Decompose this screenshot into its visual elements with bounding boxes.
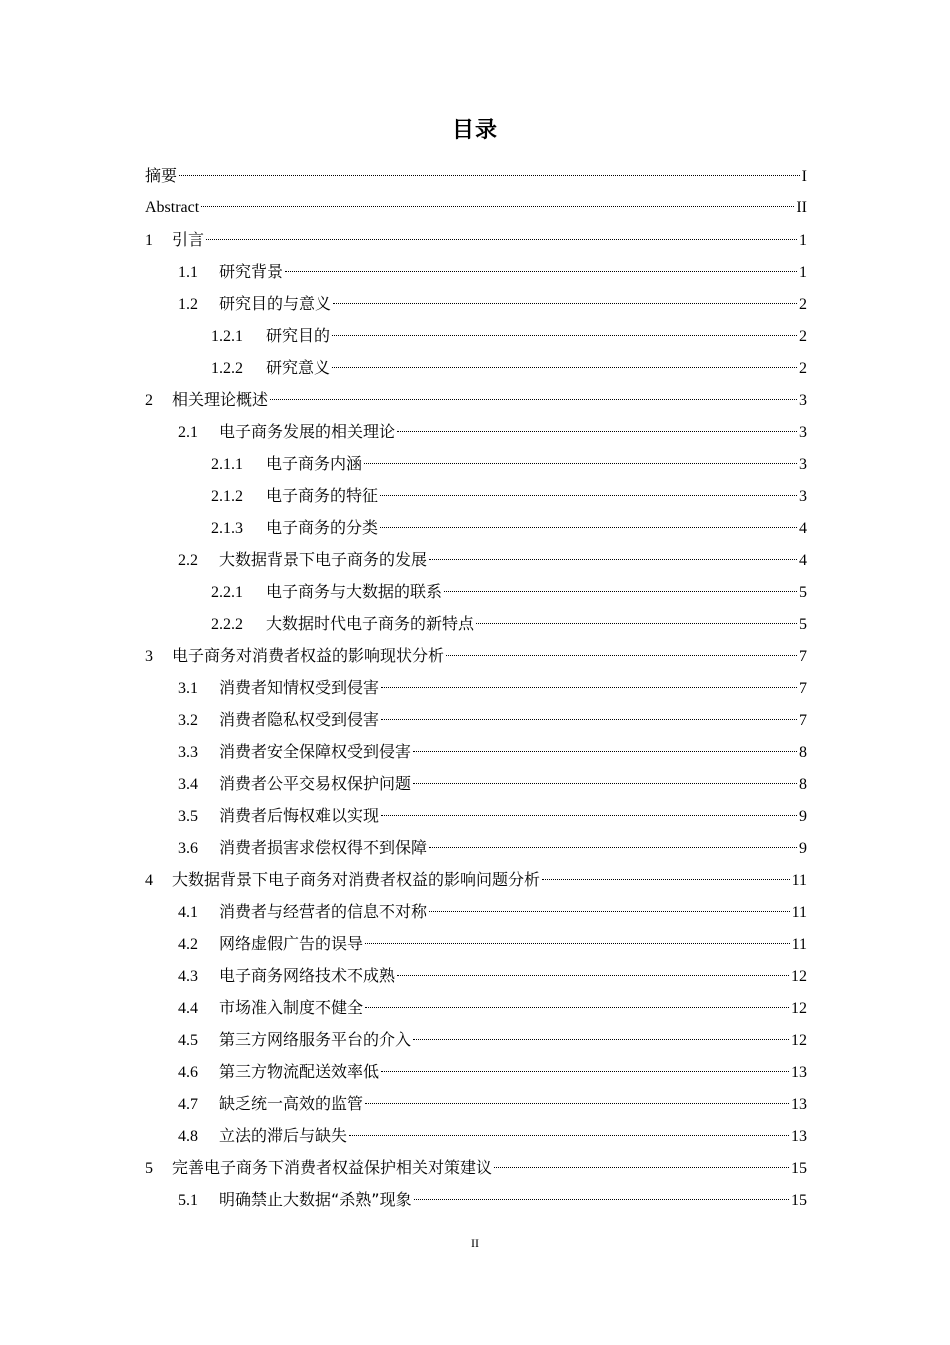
toc-entry-number: 2.1.1 [211, 456, 243, 473]
toc-dot-leader [429, 559, 797, 560]
toc-entry-page: 13 [791, 1128, 807, 1145]
toc-entry-title: 电子商务的分类 [266, 518, 379, 537]
toc-dot-leader [332, 335, 797, 336]
toc-entry-number: 4.3 [178, 968, 198, 985]
toc-entry-page: 7 [799, 712, 807, 729]
toc-entry-page: 2 [799, 328, 807, 345]
toc-entry-number: 1.2.1 [211, 328, 243, 345]
toc-entry-title: 摘要 [145, 166, 178, 185]
toc-entry-page: 7 [799, 648, 807, 665]
toc-entry-title: 立法的滞后与缺失 [219, 1126, 348, 1145]
toc-dot-leader [397, 431, 797, 432]
toc-entry[interactable] [145, 448, 807, 480]
toc-entry-title: 电子商务与大数据的联系 [266, 582, 443, 601]
toc-entry[interactable] [145, 480, 807, 512]
toc-entry-page: 11 [791, 904, 807, 921]
toc-entry[interactable] [145, 608, 807, 640]
toc-entry-number: 2.1.2 [211, 488, 243, 505]
toc-entry-number: 3.1 [178, 680, 198, 697]
toc-dot-leader [380, 527, 797, 528]
toc-entry-number: 4 [145, 872, 153, 889]
toc-entry-title: 大数据背景下电子商务对消费者权益的影响问题分析 [172, 870, 541, 889]
toc-entry-page: 12 [791, 968, 807, 985]
toc-entry[interactable] [145, 672, 807, 704]
toc-dot-leader [542, 879, 790, 880]
toc-entry-page: 5 [799, 616, 807, 633]
toc-entry-page: 3 [799, 456, 807, 473]
toc-entry[interactable] [145, 256, 807, 288]
toc-entry-title: 明确禁止大数据“杀熟”现象 [219, 1190, 412, 1209]
toc-entry-number: 1 [145, 232, 153, 249]
toc-entry-page: 7 [799, 680, 807, 697]
toc-entry[interactable] [145, 576, 807, 608]
toc-entry[interactable] [145, 192, 807, 224]
toc-entry-title: 电子商务对消费者权益的影响现状分析 [172, 646, 445, 665]
toc-entry-number: 3 [145, 648, 153, 665]
toc-dot-leader [381, 719, 797, 720]
toc-entry[interactable] [145, 992, 807, 1024]
toc-dot-leader [179, 175, 800, 176]
toc-dot-leader [364, 463, 797, 464]
toc-entry-page: 8 [799, 776, 807, 793]
toc-entry[interactable] [145, 352, 807, 384]
toc-entry[interactable] [145, 512, 807, 544]
table-of-contents [145, 160, 807, 1216]
toc-dot-leader [413, 751, 797, 752]
toc-entry-number: 3.4 [178, 776, 198, 793]
toc-entry-title: 研究目的 [266, 326, 331, 345]
toc-entry-number: 2 [145, 392, 153, 409]
toc-entry[interactable] [145, 1184, 807, 1216]
toc-entry[interactable] [145, 1024, 807, 1056]
toc-dot-leader [365, 1103, 789, 1104]
toc-entry-title: 引言 [172, 230, 205, 249]
toc-dot-leader [381, 687, 797, 688]
toc-entry-title: 消费者与经营者的信息不对称 [219, 902, 428, 921]
toc-entry-page: 2 [799, 360, 807, 377]
toc-entry-number: 4.5 [178, 1032, 198, 1049]
toc-entry-title: 第三方物流配送效率低 [219, 1062, 380, 1081]
toc-entry-number: 1.1 [178, 264, 198, 281]
toc-entry-page: 9 [799, 840, 807, 857]
toc-entry-page: 2 [799, 296, 807, 313]
toc-entry-title: 电子商务内涵 [266, 454, 363, 473]
toc-entry[interactable] [145, 960, 807, 992]
toc-entry[interactable] [145, 1120, 807, 1152]
toc-entry-title: 消费者公平交易权保护问题 [219, 774, 412, 793]
toc-entry[interactable] [145, 704, 807, 736]
toc-entry-page: 1 [799, 232, 807, 249]
toc-entry-title: 电子商务发展的相关理论 [219, 422, 396, 441]
toc-entry[interactable] [145, 736, 807, 768]
toc-entry-title: 缺乏统一高效的监管 [219, 1094, 364, 1113]
toc-entry-page: 11 [791, 872, 807, 889]
toc-dot-leader [446, 655, 797, 656]
toc-entry-page: 13 [791, 1096, 807, 1113]
toc-entry-number: 4.4 [178, 1000, 198, 1017]
toc-entry-page: II [796, 199, 807, 216]
toc-entry-number: 5.1 [178, 1192, 198, 1209]
toc-dot-leader [380, 495, 797, 496]
toc-entry-page: 15 [791, 1160, 807, 1177]
toc-dot-leader [429, 847, 797, 848]
toc-entry-title: 第三方网络服务平台的介入 [219, 1030, 412, 1049]
toc-entry-page: 4 [799, 520, 807, 537]
toc-entry-page: 3 [799, 392, 807, 409]
toc-dot-leader [270, 399, 797, 400]
toc-entry-number: 4.1 [178, 904, 198, 921]
toc-dot-leader [332, 367, 797, 368]
toc-dot-leader [381, 1071, 789, 1072]
toc-entry-number: 3.6 [178, 840, 198, 857]
toc-entry-page: 13 [791, 1064, 807, 1081]
toc-entry-title: 大数据时代电子商务的新特点 [266, 614, 475, 633]
toc-entry-title: 电子商务网络技术不成熟 [219, 966, 396, 985]
toc-entry-page: 5 [799, 584, 807, 601]
toc-entry-number: 5 [145, 1160, 153, 1177]
page-title: 目录 [451, 118, 498, 143]
toc-entry-number: 2.1.3 [211, 520, 243, 537]
toc-entry-title: 研究意义 [266, 358, 331, 377]
toc-entry-number: 2.1 [178, 424, 198, 441]
toc-entry-number: 2.2.1 [211, 584, 243, 601]
toc-entry-title: 消费者隐私权受到侵害 [219, 710, 380, 729]
toc-entry[interactable] [145, 1152, 807, 1184]
toc-entry[interactable] [145, 864, 807, 896]
toc-entry-number: 2.2 [178, 552, 198, 569]
toc-entry-title: 消费者知情权受到侵害 [219, 678, 380, 697]
toc-entry-title: 消费者后悔权难以实现 [219, 806, 380, 825]
toc-entry-title: 消费者安全保障权受到侵害 [219, 742, 412, 761]
toc-entry-title: 电子商务的特征 [266, 486, 379, 505]
toc-entry-page: 1 [799, 264, 807, 281]
toc-dot-leader [413, 1039, 789, 1040]
toc-entry[interactable] [145, 768, 807, 800]
toc-dot-leader [365, 1007, 789, 1008]
toc-entry-page: I [801, 168, 807, 185]
toc-entry[interactable] [145, 224, 807, 256]
toc-entry-title: 消费者损害求偿权得不到保障 [219, 838, 428, 857]
toc-entry-page: 9 [799, 808, 807, 825]
toc-entry-page: 11 [791, 936, 807, 953]
toc-entry-number: 3.3 [178, 744, 198, 761]
toc-dot-leader [429, 911, 790, 912]
toc-entry-title: 大数据背景下电子商务的发展 [219, 550, 428, 569]
toc-entry-page: 12 [791, 1000, 807, 1017]
toc-dot-leader [201, 206, 794, 207]
toc-entry-number: 3.5 [178, 808, 198, 825]
toc-dot-leader [413, 783, 797, 784]
toc-entry-title: 完善电子商务下消费者权益保护相关对策建议 [172, 1158, 493, 1177]
toc-entry-title: 市场准入制度不健全 [219, 998, 364, 1017]
toc-entry-page: 3 [799, 424, 807, 441]
toc-entry-number: 4.6 [178, 1064, 198, 1081]
toc-entry-number: 3.2 [178, 712, 198, 729]
toc-entry[interactable] [145, 928, 807, 960]
toc-entry-page: 4 [799, 552, 807, 569]
toc-dot-leader [381, 815, 797, 816]
toc-entry-title: Abstract [145, 199, 200, 216]
toc-dot-leader [206, 239, 797, 240]
toc-dot-leader [397, 975, 789, 976]
toc-entry[interactable] [145, 320, 807, 352]
toc-entry[interactable] [145, 160, 807, 192]
toc-entry-title: 研究目的与意义 [219, 294, 332, 313]
toc-entry-number: 4.7 [178, 1096, 198, 1113]
toc-entry[interactable] [145, 544, 807, 576]
toc-entry[interactable] [145, 800, 807, 832]
toc-entry[interactable] [145, 1056, 807, 1088]
toc-entry[interactable] [145, 832, 807, 864]
toc-entry-page: 8 [799, 744, 807, 761]
toc-entry-number: 2.2.2 [211, 616, 243, 633]
toc-dot-leader [365, 943, 790, 944]
toc-dot-leader [349, 1135, 789, 1136]
toc-entry-page: 12 [791, 1032, 807, 1049]
toc-entry-title: 研究背景 [219, 262, 284, 281]
toc-entry[interactable] [145, 416, 807, 448]
toc-entry-number: 4.2 [178, 936, 198, 953]
toc-dot-leader [333, 303, 797, 304]
toc-dot-leader [285, 271, 797, 272]
toc-entry-number: 1.2.2 [211, 360, 243, 377]
toc-entry[interactable] [145, 896, 807, 928]
toc-dot-leader [476, 623, 797, 624]
toc-entry[interactable] [145, 640, 807, 672]
toc-entry-number: 1.2 [178, 296, 198, 313]
toc-entry[interactable] [145, 384, 807, 416]
toc-dot-leader [444, 591, 797, 592]
toc-dot-leader [414, 1199, 789, 1200]
toc-entry-title: 相关理论概述 [172, 390, 269, 409]
page-number-footer: II [471, 1236, 479, 1250]
toc-entry-page: 3 [799, 488, 807, 505]
toc-entry-page: 15 [791, 1192, 807, 1209]
toc-dot-leader [494, 1167, 789, 1168]
toc-entry[interactable] [145, 1088, 807, 1120]
toc-entry-number: 4.8 [178, 1128, 198, 1145]
toc-entry-title: 网络虚假广告的误导 [219, 934, 364, 953]
toc-entry[interactable] [145, 288, 807, 320]
